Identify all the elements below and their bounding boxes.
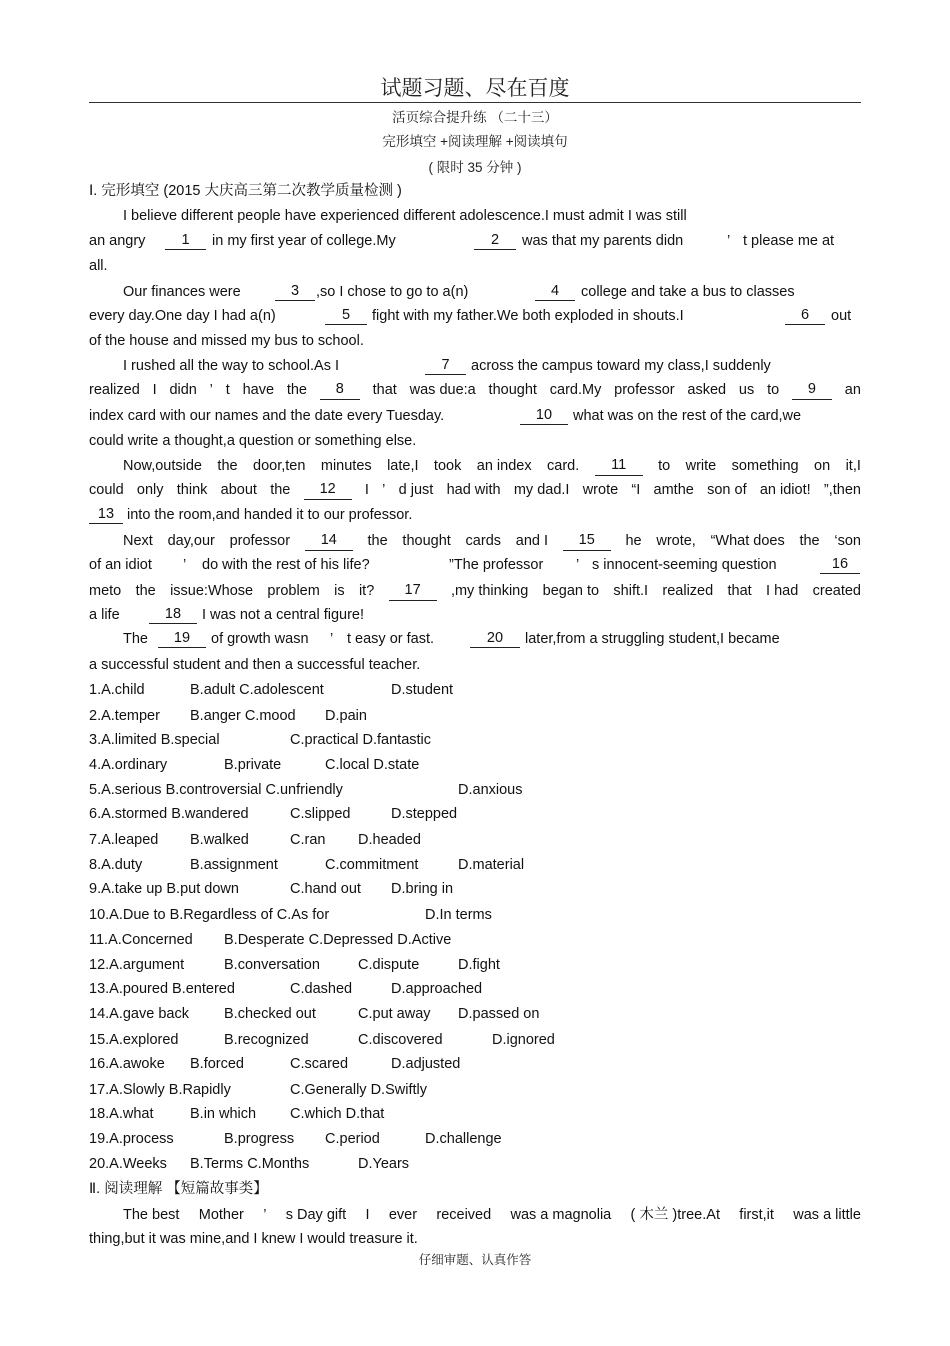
blank-8[interactable]: 8	[320, 380, 360, 400]
blank-6[interactable]: 6	[785, 306, 825, 325]
passage-line: The best Mother ’ s Day gift I ever received was a magnolia ( 木兰 )tree.At first,it was a little	[123, 1207, 861, 1223]
blank-1[interactable]: 1	[165, 231, 206, 250]
blank-11[interactable]: 11	[595, 456, 643, 476]
blank-5[interactable]: 5	[325, 306, 367, 325]
passage-line: Now,outside the door,ten minutes late,I took an index card. 11 to write something on it,I	[123, 457, 861, 474]
passage-line: of the house and missed my bus to school.	[89, 333, 364, 349]
blank-9[interactable]: 9	[792, 380, 832, 400]
blank-20[interactable]: 20	[470, 629, 520, 648]
blank-18[interactable]: 18	[149, 605, 197, 624]
passage-line: realized I didn ’ t have the 8 that was due:a thought card.My professor asked us to 9 an	[89, 381, 861, 398]
blank-7[interactable]: 7	[425, 356, 466, 375]
section-2-heading: Ⅱ. 阅读理解 【短篇故事类】	[89, 1181, 268, 1197]
time-limit: ( 限时 35 分钟 )	[428, 160, 522, 175]
passage-line: could write a thought,a question or something else.	[89, 433, 417, 449]
blank-2[interactable]: 2	[474, 231, 516, 250]
blank-17[interactable]: 17	[389, 581, 437, 601]
blank-19[interactable]: 19	[158, 629, 206, 648]
page-footer: 仔细审题、认真作答	[418, 1253, 532, 1267]
blank-15[interactable]: 15	[563, 531, 611, 551]
blank-14[interactable]: 14	[305, 531, 353, 551]
blank-10[interactable]: 10	[520, 406, 568, 425]
passage-line: all.	[89, 258, 108, 274]
question-types: 完形填空 +阅读理解 +阅读填句	[382, 134, 568, 149]
document-page: 试题习题、尽在百度 活页综合提升练 （二十三） 完形填空 +阅读理解 +阅读填句 ( 限时 35 分钟 ) Ⅰ. 完形填空 (2015 大庆高三第二次教学质量检测 ) I believe different people have experienced different adolescence.I must admit I was still an angry 1 in my first year of college.My 2 was that my parents didn ’ t please me at all. Our finances were 3 ,so I chose to go to a(n) 4 college and take a bus to classes every day.One day I had a(n) 5 fight with my father.We both exploded in shouts.I 6 out of the house and missed my bus to school. I rushed all the way to school.As I 7 across the campus toward my class,I suddenly realized I didn ’ t have the 8 that was due:a thought card.My professor asked us to 9 an index card with our names and the date every Tuesday. 10 what was on the rest of the card,we could write a thought,a question or something else. Now,outside the door,ten minutes late,I took an index card. 11 to write something on it,I could only think about the 12 I ’ d just had with my dad.I wrote “I amthe son of an idiot! ”,then 13 into the room,and handed it to our professor. Next day,our professor 14 the thought cards and I 15 he wrote, “What does the ‘son of an idiot ’ do with the rest of his life? ”The professor ’ s innocent-seeming question 16 meto the issue:Whose problem is it? 17 ,my thinking began to shift.I realized that I had created a life 18 I was not a central figure! The 19 of growth wasn ’ t easy or fast. 20 later,from a struggling student,I became a successful student and then a successful teacher. 1.A.child B.adult C.adolescent D.student 2.A.temper B.anger C.mood D.pain 3.A.limited B.special C.practical D.fantastic 4.A.ordinary B.private C.local D.state 5.A.serious B.controversial C.unfriendly D.anxious 6.A.stormed B.wandered C.slipped D.stepped 7.A.leaped B.walked C.ran D.headed 8.A.duty B.assignment C.commitment D.material 9.A.take up B.put down C.hand out D.bring in 10.A.Due to B.Regardless of C.As for D.In terms 11.A.Concerned B.Desperate C.Depressed D.Active 12.A.argument B.conversation C.dispute D.fight 13.A.poured B.entered C.dashed D.approached 14.A.gave back B.checked out C.put away D.passed on 15.A.explored B.recognized C.discovered D.ignored 16.A.awoke B.forced C.scared D.adjusted 17.A.Slowly B.Rapidly C.Generally D.Swiftly 18.A.what B.in which C.which D.that 19.A.process B.progress C.period D.challenge 20.A.Weeks B.Terms C.Months D.Years Ⅱ. 阅读理解 【短篇故事类】 The best Mother ’ s Day gift I ever received was a magnolia ( 木兰 )tree.At first,it was a little thing,but it was mine,and I knew I would treasure it. 仔细审题、认真作答	[0, 0, 950, 1346]
blank-12[interactable]: 12	[304, 480, 352, 500]
passage-line: could only think about the 12 I ’ d just had with my dad.I wrote “I amthe son of an idiot! ”,then	[89, 481, 861, 498]
blank-13[interactable]: 13	[89, 505, 123, 524]
blank-16[interactable]: 16	[820, 555, 860, 574]
worksheet-subtitle: 活页综合提升练 （二十三）	[392, 110, 558, 125]
blank-4[interactable]: 4	[535, 282, 575, 301]
section-1-heading: Ⅰ. 完形填空 (2015 大庆高三第二次教学质量检测 )	[89, 183, 402, 199]
passage-line: Next day,our professor 14 the thought cards and I 15 he wrote, “What does the ‘son	[123, 532, 861, 549]
blank-3[interactable]: 3	[275, 282, 315, 301]
page-header-title: 试题习题、尽在百度	[380, 76, 570, 100]
passage-line: meto the issue:Whose problem is it? 17 ,my thinking began to shift.I realized that I had created	[89, 582, 861, 599]
passage-line: I believe different people have experienced different adolescence.I must admit I was still	[123, 208, 687, 224]
passage-line: a successful student and then a successful teacher.	[89, 657, 421, 673]
header-rule	[89, 102, 861, 103]
passage-line: thing,but it was mine,and I knew I would treasure it.	[89, 1231, 418, 1247]
